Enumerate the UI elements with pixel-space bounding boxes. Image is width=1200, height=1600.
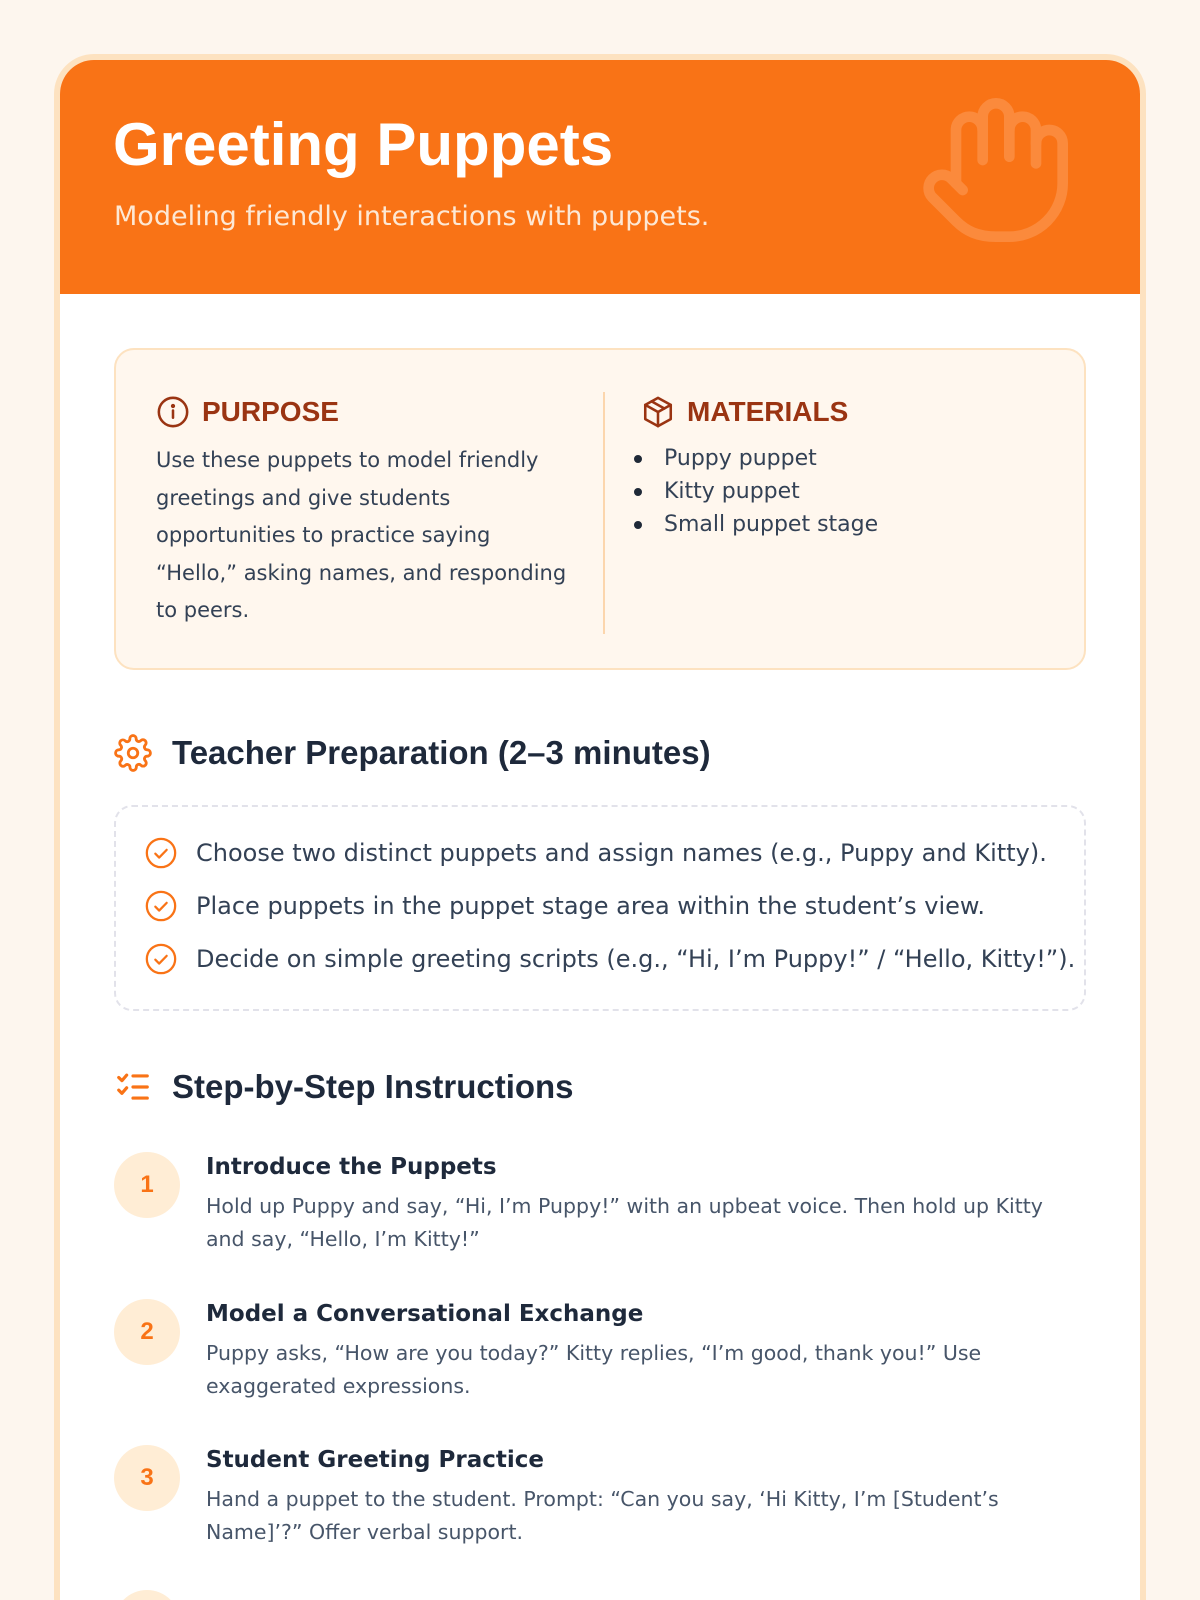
step-title: Model a Conversational Exchange: [206, 1301, 644, 1327]
material-label: Kitty puppet: [664, 479, 800, 504]
panel-divider: [603, 392, 605, 634]
step-description: Hold up Puppy and say, “Hi, I’m Puppy!” with an upbeat voice. Then hold up Kitty and say, “Hello, I’m Kitty!”: [206, 1194, 1043, 1251]
steps-heading-label: Step-by-Step Instructions: [172, 1068, 574, 1105]
materials-heading: [641, 392, 848, 432]
check-circle-icon: [144, 942, 178, 976]
list-item: [664, 508, 878, 541]
box-icon: [641, 395, 675, 429]
list-item: [664, 475, 878, 508]
step-number: 1: [114, 1152, 180, 1218]
step-title: Introduce the Puppets: [206, 1154, 497, 1180]
page-subtitle: Modeling friendly interactions with puppets.: [114, 201, 710, 232]
activity-card: [60, 60, 1140, 1600]
page-title: Greeting Puppets: [113, 111, 614, 178]
step-description: Hand a puppet to the student. Prompt: “Can you say, ‘Hi Kitty, I’m [Student’s Name]’?” Offer verbal support.: [206, 1487, 999, 1544]
prep-item-label: Place puppets in the puppet stage area within the student’s view.: [196, 892, 985, 920]
step-number-badge: [114, 1590, 180, 1600]
purpose-text: Use these puppets to model friendly greetings and give students opportunities to practice saying “Hello,” asking names, and responding to peers.: [156, 448, 567, 622]
preparation-heading-label: Teacher Preparation (2–3 minutes): [172, 734, 711, 771]
list-item: [144, 939, 1075, 979]
preparation-heading: [114, 730, 711, 776]
step-description: Puppy asks, “How are you today?” Kitty replies, “I’m good, thank you!” Use exaggerated expressions.: [206, 1341, 982, 1398]
step-number: 3: [114, 1445, 180, 1511]
purpose-heading-label: PURPOSE: [202, 396, 339, 427]
preparation-checklist: [114, 805, 1086, 1011]
hand-icon: [916, 90, 1076, 250]
checklist-icon: [114, 1068, 152, 1106]
steps-heading: [114, 1064, 574, 1110]
prep-item-label: Decide on simple greeting scripts (e.g., “Hi, I’m Puppy!” / “Hello, Kitty!”).: [196, 945, 1076, 973]
purpose-materials-panel: [114, 348, 1086, 670]
materials-list: [664, 442, 878, 541]
check-circle-icon: [144, 836, 178, 870]
purpose-heading: [156, 392, 339, 432]
gear-icon: [114, 734, 152, 772]
material-label: Puppy puppet: [664, 446, 817, 471]
material-label: Small puppet stage: [664, 512, 879, 537]
materials-heading-label: MATERIALS: [687, 396, 849, 427]
step-number: 2: [114, 1299, 180, 1365]
list-item: [664, 442, 878, 475]
list-item: [144, 833, 1047, 873]
list-item: [144, 886, 985, 926]
prep-item-label: Choose two distinct puppets and assign names (e.g., Puppy and Kitty).: [196, 839, 1047, 867]
step-title: Student Greeting Practice: [206, 1447, 544, 1473]
info-icon: [156, 395, 190, 429]
check-circle-icon: [144, 889, 178, 923]
header-banner: [60, 60, 1140, 294]
